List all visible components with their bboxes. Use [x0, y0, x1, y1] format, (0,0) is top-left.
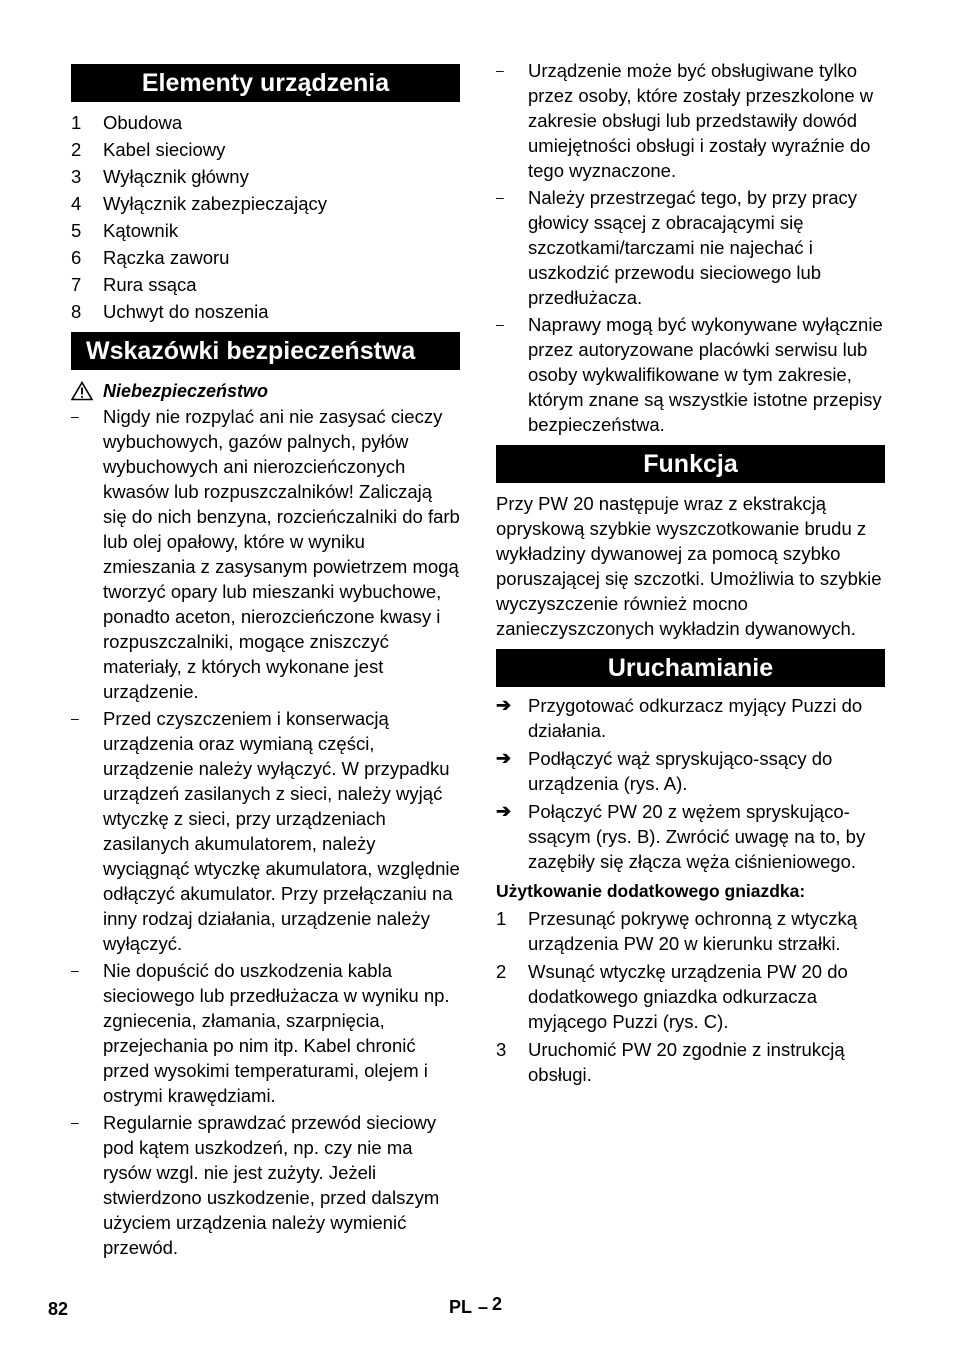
list-item: 3 Uruchomić PW 20 zgodnie z instrukcją obsługi.	[496, 1039, 845, 1085]
function-text: Przy PW 20 następuje wraz z ekstrakcją opryskową szybkie wyszczotkowanie brudu z wykładziny dywanowej za pomocą szybko poruszającej się szczotki. Umożliwia to szybkie wyczyszczenie również mocno zanieczyszczonych wykładzin dywanowych.	[496, 493, 882, 639]
safety-list	[71, 404, 460, 1260]
heading-safety-notes: Wskazówki bezpieczeństwa	[71, 332, 460, 370]
safety-list-continued	[496, 58, 885, 437]
warning-triangle-icon	[71, 381, 93, 401]
list-item: 2 Wsunąć wtyczkę urządzenia PW 20 do dodatkowego gniazdka odkurzacza myjącego Puzzi (rys. C).	[496, 961, 848, 1032]
arrow-right-icon: ➔	[496, 695, 512, 715]
right-column	[496, 58, 885, 1087]
list-item: 4 Wyłącznik zabezpieczający	[71, 193, 327, 214]
arrow-right-icon: ➔	[496, 801, 512, 821]
list-item: 5 Kątownik	[71, 220, 179, 241]
list-item: 7 Rura ssąca	[71, 274, 197, 295]
list-item: ➔ Połączyć PW 20 z wężem spryskująco-ssącym (rys. B). Zwrócić uwagę na to, by zazębiły się złącza węża ciśnieniowego.	[496, 801, 866, 872]
heading-function: Funkcja	[496, 445, 885, 483]
list-item: – Nie dopuścić do uszkodzenia kabla sieciowego lub przedłużacza w wyniku np. zgniecenia, złamania, szarpnięcia, przejechania po nim itp. Kabel chronić przed wysokimi temperaturami, olejem i ostrymi krawędziami.	[71, 960, 450, 1106]
arrow-right-icon: ➔	[496, 748, 512, 768]
page-number: 82	[48, 1299, 69, 1319]
list-item: – Należy przestrzegać tego, by przy pracy głowicy ssącej z obracającymi się szczotkami/tarczami nie najechać i uszkodzić przewodu sieciowego lub przedłużacza.	[496, 187, 858, 308]
list-item: – Urządzenie może być obsługiwane tylko przez osoby, które zostały przeszkolone w zakresie obsługi lub przedstawiły dowód umiejętności obsługi i zostały wyraźnie do tego wyznaczone.	[496, 60, 874, 181]
list-item: – Nigdy nie rozpylać ani nie zasysać cieczy wybuchowych, gazów palnych, pyłów wybuchowych ani nierozcieńczonych kwasów lub rozpuszczalników! Zaliczają się do nich benzyna, rozcieńczalniki do farb lub olej opałowy, które w wyniku zmieszania z zasysanym powietrzem mogą tworzyć opary lub mieszanki wybuchowe, ponadto aceton, nierozcieńczone kwasy i rozpuszczalniki, mogące zniszczyć materiały, z których wykonane jest urządzenie.	[71, 406, 460, 702]
list-item: – Przed czyszczeniem i konserwacją urządzenia oraz wymianą części, urządzenie należy wyłączyć. W przypadku urządzeń zasilanych z sieci, należy wyjąć wtyczkę z sieci, przy urządzeniach zasilanych akumulatorem, należy wyciągnąć wtyczkę akumulatora, względnie odłączyć akumulator. Przy przełączaniu na inny rodzaj działania, urządzenie należy wyłączyć.	[71, 708, 460, 954]
left-column	[71, 58, 460, 1262]
list-item: 2 Kabel sieciowy	[71, 139, 226, 160]
socket-steps	[496, 906, 885, 1087]
heading-startup: Uruchamianie	[496, 649, 885, 687]
heading-device-elements: Elementy urządzenia	[71, 64, 460, 102]
list-item: 3 Wyłącznik główny	[71, 166, 249, 187]
list-item: – Regularnie sprawdzać przewód sieciowy pod kątem uszkodzeń, np. czy nie ma rysów wzgl. nie jest zużyty. Jeżeli stwierdzono uszkodzenie, przed dalszym użyciem urządzenia należy wymienić przewód.	[71, 1112, 440, 1258]
startup-steps	[496, 693, 885, 874]
language-page-label: PL – 2	[449, 1294, 503, 1317]
list-item: ➔ Podłączyć wąż spryskująco-ssący do urządzenia (rys. A).	[496, 748, 833, 794]
socket-subheading: Użytkowanie dodatkowego gniazdka:	[496, 881, 806, 901]
list-item: ➔ Przygotować odkurzacz myjący Puzzi do działania.	[496, 695, 863, 741]
danger-label: Niebezpieczeństwo	[71, 379, 460, 403]
list-item: 1 Obudowa	[71, 112, 183, 133]
list-item: – Naprawy mogą być wykonywane wyłącznie przez autoryzowane placówki serwisu lub osoby wykwalifikowane w tym zakresie, którym znane są wszystkie istotne przepisy bezpieczeństwa.	[496, 314, 883, 435]
device-elements-list	[71, 110, 460, 324]
list-item: 1 Przesunąć pokrywę ochronną z wtyczką urządzenia PW 20 w kierunku strzałki.	[496, 908, 858, 954]
list-item: 8 Uchwyt do noszenia	[71, 301, 269, 322]
list-item: 6 Rączka zaworu	[71, 247, 230, 268]
